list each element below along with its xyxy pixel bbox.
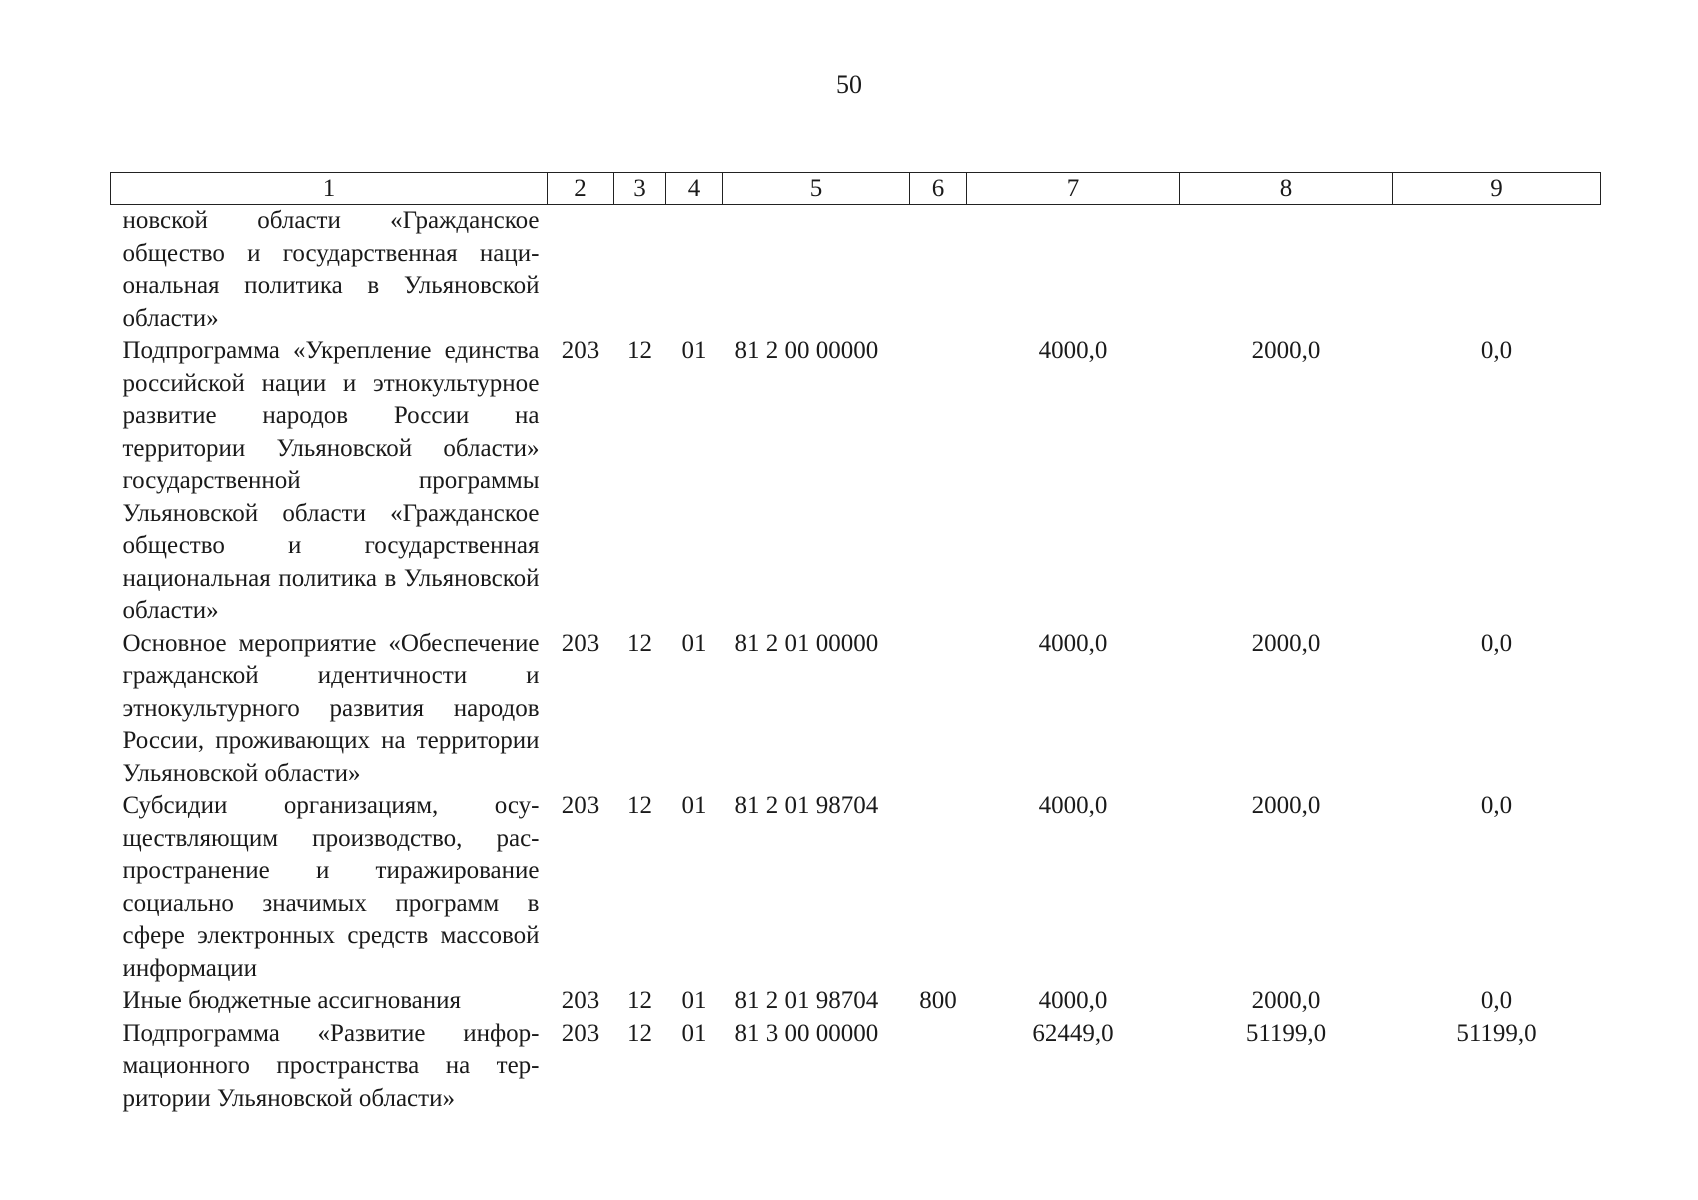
row-description: Субсидии организациям, осуществляющим производство, распространение и тиражирование социально значимых программ в сфере электронных средств массовой информации [122,792,540,982]
row-amount-1 [967,205,1180,336]
row-section: 12 [627,337,652,364]
row-chapter: 203 [561,792,600,819]
header-col-5: 5 [723,173,910,205]
row-section: 12 [627,987,652,1014]
row-amount-2: 51199,0 [1245,1019,1327,1047]
row-amount-2: 2000,0 [1251,337,1321,364]
row-amount-2 [1180,205,1393,336]
row-section: 12 [627,629,652,657]
header-col-1: 1 [111,173,548,205]
row-target-code [723,205,910,336]
row-chapter: 203 [561,337,600,364]
table-row [111,790,1601,985]
row-expense-type [910,790,967,985]
budget-table [110,172,1601,1115]
row-section: 12 [627,792,652,819]
row-description: новской области «Гражданское общество и государственная национальная политика в Ульяновской области» [122,207,540,332]
header-col-7: 7 [967,173,1180,205]
row-description: Подпрограмма «Укрепление единства российской нации и этнокультурное развитие народов России на территории Ульяновской области» государственной программы Ульяновской области «Гражданское общество и государственная национальная политика в Ульяновской области» [122,337,540,624]
page-number: 50 [836,70,862,99]
row-target-code: 81 2 01 00000 [734,629,879,657]
row-expense-type [910,1018,967,1116]
row-amount-2: 2000,0 [1251,987,1321,1014]
row-expense-type [910,205,967,336]
table-header [111,173,1601,205]
row-amount-3 [1393,205,1601,336]
row-chapter: 203 [561,987,600,1014]
row-amount-3: 0,0 [1480,629,1513,657]
row-amount-3: 0,0 [1480,792,1513,819]
row-section [614,205,666,336]
header-row [111,173,1601,205]
row-expense-type [910,628,967,791]
table-row [111,628,1601,791]
row-target-code: 81 3 00 00000 [734,1019,879,1047]
row-amount-1: 4000,0 [1038,337,1108,364]
header-col-9: 9 [1393,173,1601,205]
header-col-8: 8 [1180,173,1393,205]
row-amount-1: 4000,0 [1038,629,1108,657]
row-subsection [666,205,723,336]
row-amount-3: 0,0 [1480,987,1513,1014]
row-description: Основное мероприятие «Обеспечение гражданской идентичности и этнокультурного развития народов России, проживающих на территории Ульяновской области» [122,629,540,787]
row-subsection: 01 [681,792,707,819]
table-row [111,985,1601,1018]
table-row [111,205,1601,336]
row-target-code: 81 2 01 98704 [734,987,879,1014]
row-amount-3: 0,0 [1480,337,1513,364]
row-subsection: 01 [681,629,707,657]
row-target-code: 81 2 00 00000 [734,337,879,364]
row-target-code: 81 2 01 98704 [734,792,879,819]
row-chapter: 203 [561,1019,600,1047]
table-row [111,1018,1601,1116]
row-amount-2: 2000,0 [1251,629,1321,657]
row-amount-1: 62449,0 [1032,1019,1114,1047]
row-amount-3: 51199,0 [1456,1019,1537,1047]
header-col-2: 2 [548,173,614,205]
row-expense-type: 800 [919,987,957,1014]
row-subsection: 01 [681,1019,707,1047]
row-amount-2: 2000,0 [1251,792,1321,819]
row-subsection: 01 [681,987,707,1014]
row-chapter: 203 [561,629,600,657]
header-col-6: 6 [910,173,967,205]
row-chapter [548,205,614,336]
table-row [111,335,1601,628]
header-col-4: 4 [666,173,723,205]
row-amount-1: 4000,0 [1038,987,1108,1014]
table-body [111,205,1601,1116]
row-description: Иные бюджетные ассигнования [122,987,462,1014]
row-section: 12 [627,1019,652,1047]
row-amount-1: 4000,0 [1038,792,1108,819]
header-col-3: 3 [614,173,666,205]
row-description: Подпрограмма «Развитие информационного пространства на территории Ульяновской области» [122,1019,540,1112]
row-subsection: 01 [681,337,707,364]
row-expense-type [910,335,967,628]
